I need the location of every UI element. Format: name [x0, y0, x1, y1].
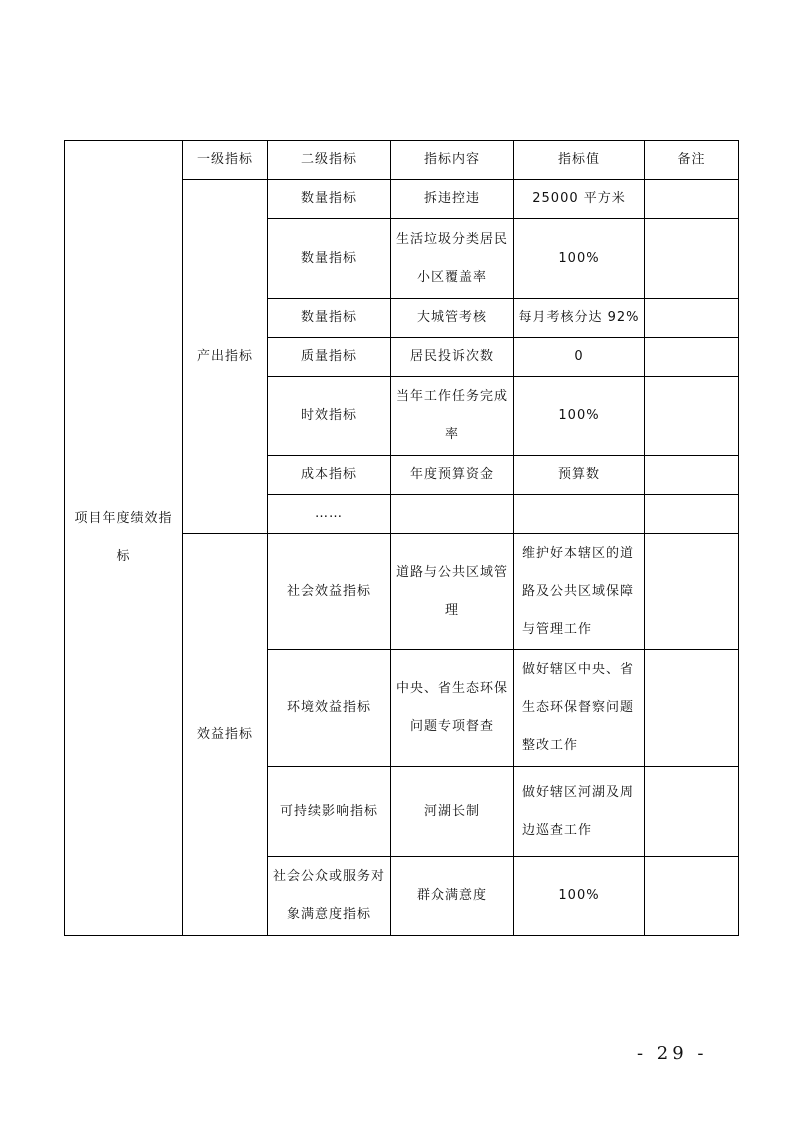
header-value: 指标值: [514, 141, 645, 180]
row-note: [645, 534, 739, 650]
header-content: 指标内容: [391, 141, 514, 180]
row-value: 预算数: [514, 456, 645, 495]
row-level2: ……: [268, 495, 391, 534]
row-value: 100%: [514, 219, 645, 299]
row-value: 100%: [514, 857, 645, 936]
header-level2: 二级指标: [268, 141, 391, 180]
row-level2: 时效指标: [268, 377, 391, 456]
row-level2: 成本指标: [268, 456, 391, 495]
row-note: [645, 338, 739, 377]
row-value: 做好辖区中央、省生态环保督察问题整改工作: [514, 650, 645, 767]
row-content: 中央、省生态环保问题专项督查: [391, 650, 514, 767]
page-number: - 29 -: [637, 1043, 708, 1064]
row-level2: 社会公众或服务对象满意度指标: [268, 857, 391, 936]
row-note: [645, 767, 739, 857]
row-content: 拆违控违: [391, 180, 514, 219]
performance-indicator-table: [64, 140, 739, 936]
row-content: 居民投诉次数: [391, 338, 514, 377]
row-level2: 质量指标: [268, 338, 391, 377]
row-value: 0: [514, 338, 645, 377]
row-level2: 可持续影响指标: [268, 767, 391, 857]
row-value: 做好辖区河湖及周边巡查工作: [514, 767, 645, 857]
row-content: 生活垃圾分类居民小区覆盖率: [391, 219, 514, 299]
row-note: [645, 650, 739, 767]
row-note: [645, 456, 739, 495]
row-content: 大城管考核: [391, 299, 514, 338]
row-note: [645, 377, 739, 456]
row-note: [645, 857, 739, 936]
group-benefit: 效益指标: [183, 534, 268, 936]
row-level2: 社会效益指标: [268, 534, 391, 650]
row-content: 道路与公共区域管理: [391, 534, 514, 650]
row-note: [645, 180, 739, 219]
table-header-row: [65, 141, 739, 180]
row-level2: 环境效益指标: [268, 650, 391, 767]
row-content: 年度预算资金: [391, 456, 514, 495]
row-level2: 数量指标: [268, 219, 391, 299]
row-level2: 数量指标: [268, 180, 391, 219]
row-value: 100%: [514, 377, 645, 456]
row-note: [645, 495, 739, 534]
row-content: [391, 495, 514, 534]
row-content: 群众满意度: [391, 857, 514, 936]
row-level2: 数量指标: [268, 299, 391, 338]
row-content: 河湖长制: [391, 767, 514, 857]
header-level1: 一级指标: [183, 141, 268, 180]
row-note: [645, 299, 739, 338]
row-note: [645, 219, 739, 299]
row-value: 每月考核分达 92%: [514, 299, 645, 338]
row-value: 维护好本辖区的道路及公共区域保障与管理工作: [514, 534, 645, 650]
row-content: 当年工作任务完成率: [391, 377, 514, 456]
row-value: [514, 495, 645, 534]
header-note: 备注: [645, 141, 739, 180]
row-value: 25000 平方米: [514, 180, 645, 219]
project-label-cell: 项目年度绩效指标: [65, 141, 183, 936]
group-output: 产出指标: [183, 180, 268, 534]
